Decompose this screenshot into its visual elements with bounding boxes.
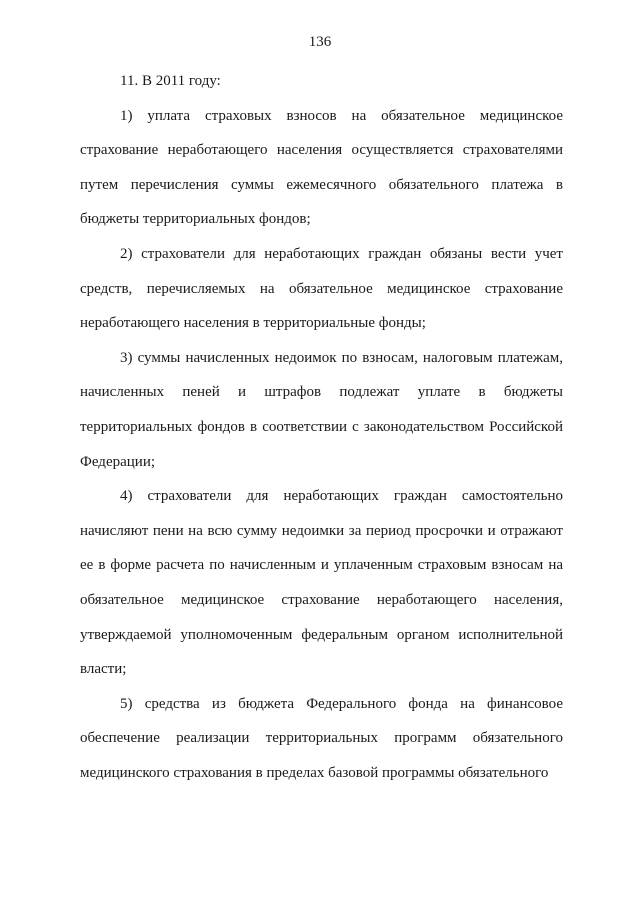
paragraph-4: 4) страхователи для неработающих граждан самостоятельно начисляют пени на всю сумму недоимки за период просрочки и отражают ее в форме расчета по начисленным и уплаченным страховым взносам на обязательное медицинское страхование неработающего населения, утверждаемой уполномоченным федеральным органом исполнительной власти;: [80, 488, 563, 678]
paragraph-5: 5) средства из бюджета Федерального фонда на финансовое обеспечение реализации территориальных программ обязательного медицинского страхования в пределах базовой программы обязательного: [80, 695, 563, 781]
page-number: 136: [308, 34, 332, 50]
paragraph-2: 2) страхователи для неработающих граждан обязаны вести учет средств, перечисляемых на обязательное медицинское страхование неработающего населения в территориальные фонды;: [80, 245, 563, 332]
document-body: [80, 64, 563, 790]
paragraph-3: 3) суммы начисленных недоимок по взносам, налоговым платежам, начисленных пеней и штрафов подлежат уплате в бюджеты территориальных фондов в соответствии с законодательством Российской Федерации;: [80, 349, 563, 470]
paragraph-1: 1) уплата страховых взносов на обязательное медицинское страхование неработающего населения осуществляется страхователями путем перечисления суммы ежемесячного обязательного платежа в бюджеты территориальных фондов;: [80, 107, 563, 228]
section-heading: 11. В 2011 году:: [120, 73, 221, 89]
